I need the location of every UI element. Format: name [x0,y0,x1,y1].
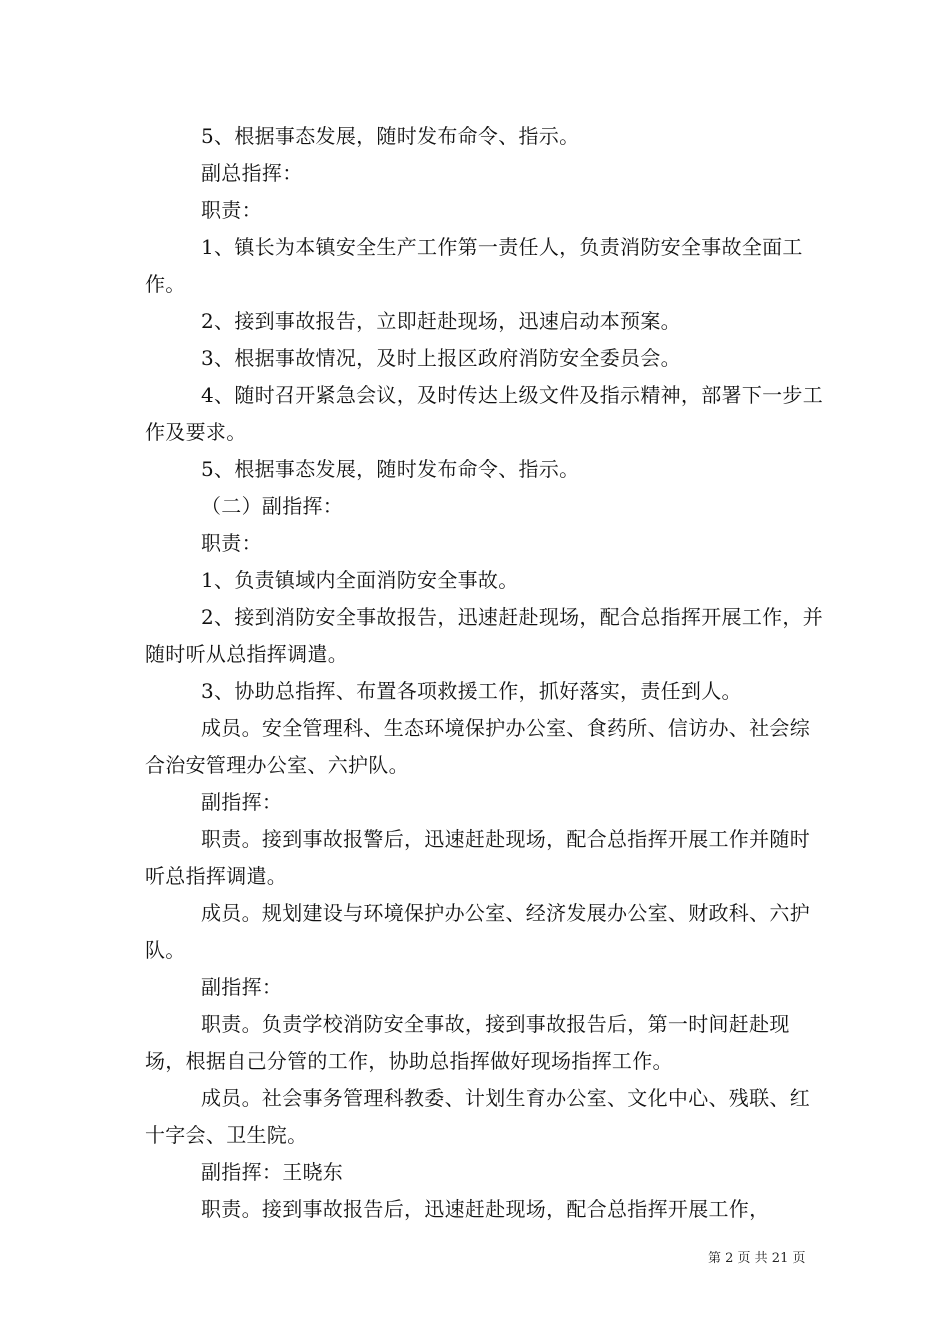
paragraph: 5、根据事态发展，随时发布命令、指示。 [201,124,580,148]
paragraph: 1、负责镇域内全面消防安全事故。 [201,568,519,592]
paragraph: 职责。接到事故报告后，迅速赶赴现场，配合总指挥开展工作， [201,1197,770,1221]
paragraph: 1、镇长为本镇安全生产工作第一责任人，负责消防安全事故全面工作。 [145,235,803,296]
paragraph: 5、根据事态发展，随时发布命令、指示。 [201,457,580,481]
paragraph: 3、协助总指挥、布置各项救援工作，抓好落实，责任到人。 [201,679,742,703]
paragraph: 4、随时召开紧急会议，及时传达上级文件及指示精神，部署下一步工作及要求。 [145,383,824,444]
paragraph: 副指挥：王晓东 [201,1160,344,1184]
paragraph: 副指挥： [201,790,283,814]
paragraph: 成员。社会事务管理科教委、计划生育办公室、文化中心、残联、红十字会、卫生院。 [145,1086,810,1147]
paragraph: 职责： [201,198,262,222]
document-body [145,118,830,1228]
page-number-footer: 第 2 页 共 21 页 [708,1251,806,1266]
paragraph: 职责。接到事故报警后，迅速赶赴现场，配合总指挥开展工作并随时听总指挥调遣。 [145,827,810,888]
paragraph: 2、接到消防安全事故报告，迅速赶赴现场，配合总指挥开展工作，并随时听从总指挥调遣。 [145,605,824,666]
paragraph: 职责。负责学校消防安全事故，接到事故报告后，第一时间赶赴现场，根据自己分管的工作，协助总指挥做好现场指挥工作。 [145,1012,790,1073]
paragraph: 3、根据事故情况，及时上报区政府消防安全委员会。 [201,346,681,370]
paragraph: 职责： [201,531,262,555]
paragraph: （二）副指挥： [201,494,344,518]
paragraph: 2、接到事故报告，立即赶赴现场，迅速启动本预案。 [201,309,681,333]
paragraph: 成员。安全管理科、生态环境保护办公室、食药所、信访办、社会综合治安管理办公室、六护队。 [145,716,810,777]
paragraph: 副总指挥： [201,161,303,185]
paragraph: 副指挥： [201,975,283,999]
paragraph: 成员。规划建设与环境保护办公室、经济发展办公室、财政科、六护队。 [145,901,810,962]
